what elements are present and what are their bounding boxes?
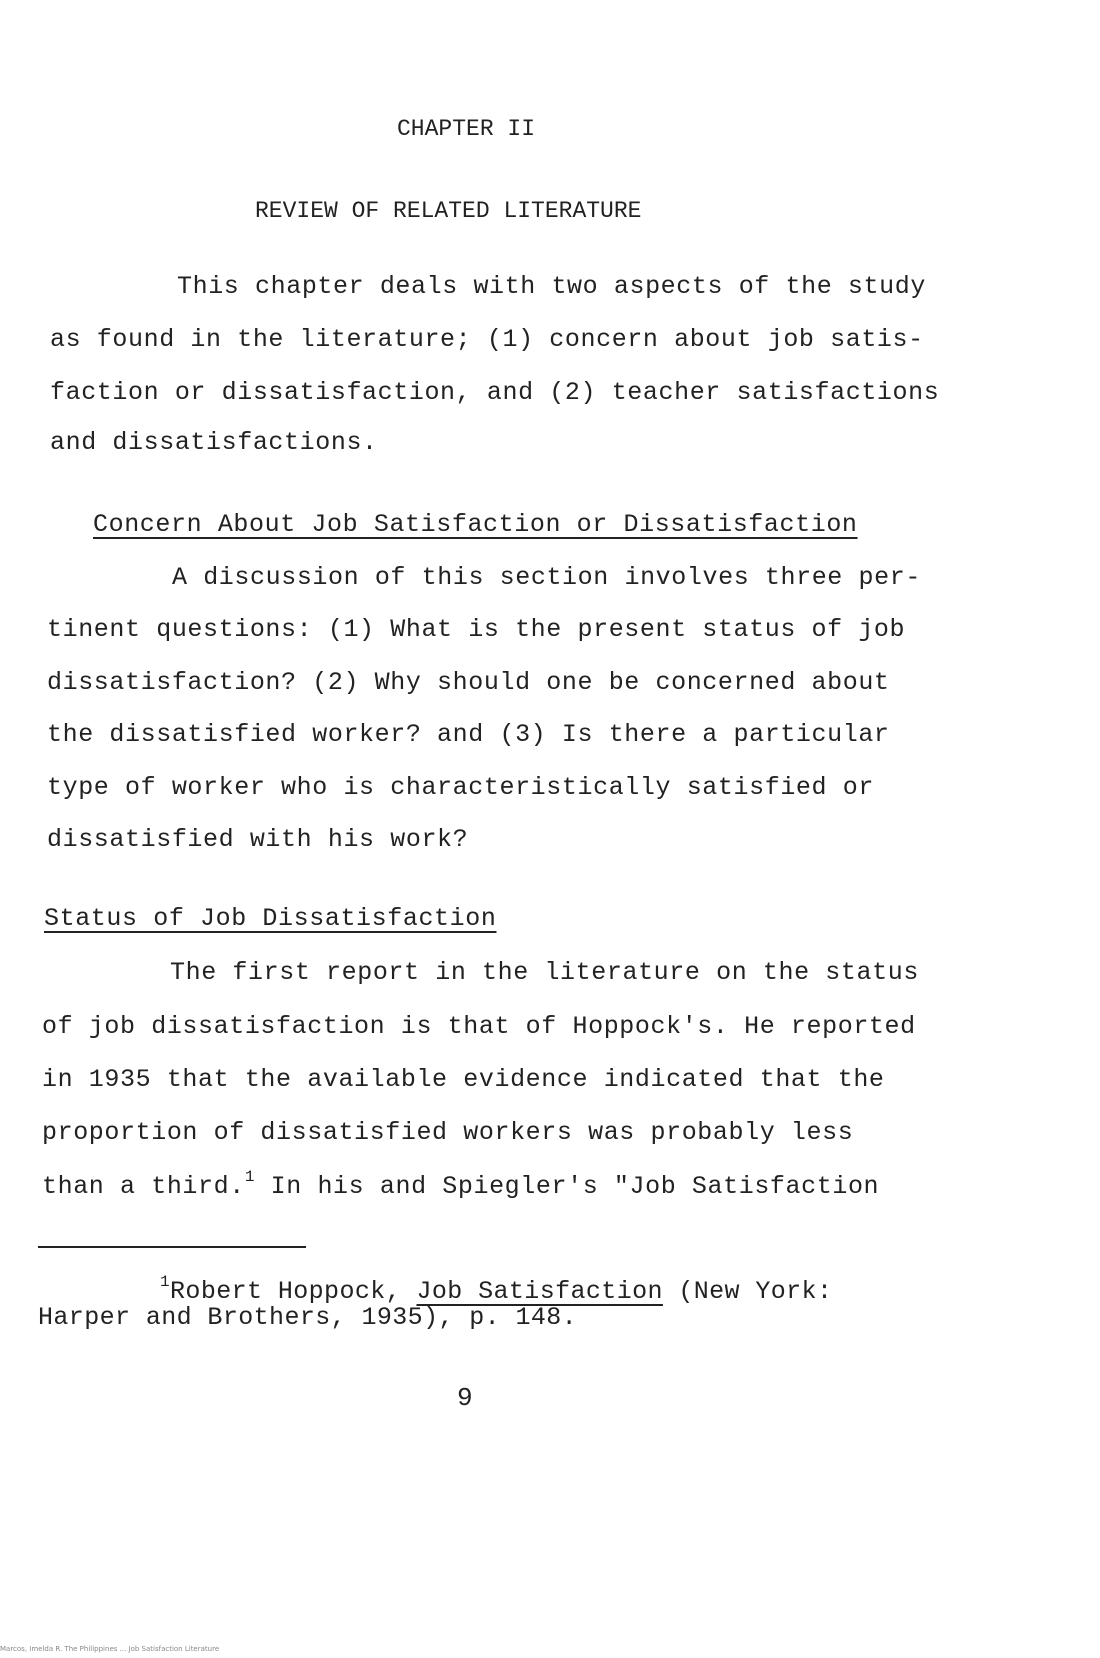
paragraph-line: dissatisfied with his work? (47, 825, 469, 854)
intro-line: as found in the literature; (1) concern about job satis- (50, 325, 924, 354)
paragraph-line: The first report in the literature on the status (170, 958, 919, 987)
paragraph-line: tinent questions: (1) What is the present status of job (47, 615, 906, 644)
footnote-line (160, 1273, 833, 1306)
footnote-publisher-place: (New York: (662, 1277, 833, 1306)
paragraph-line (42, 1168, 880, 1201)
paragraph-line: dissatisfaction? (2) Why should one be concerned about (47, 668, 890, 697)
footnote-reference: 1 (244, 1168, 256, 1186)
footnote-book-title: Job Satisfaction (416, 1277, 663, 1306)
chapter-title: REVIEW OF RELATED LITERATURE (255, 198, 642, 224)
footnote-marker: 1 (160, 1273, 171, 1291)
footnote-author: Robert Hoppock, (170, 1277, 417, 1306)
footnote-line (38, 1303, 577, 1332)
paragraph-line: in 1935 that the available evidence indicated that the (42, 1065, 885, 1094)
scan-footer: Marcos, Imelda R. The Philippines ... Job Satisfaction Literature (0, 1645, 220, 1653)
line-text: than a third. (42, 1172, 245, 1201)
paragraph-line: A discussion of this section involves three per- (172, 563, 921, 592)
intro-line: This chapter deals with two aspects of the study (177, 272, 926, 301)
section-heading-concern: Concern About Job Satisfaction or Dissatisfaction (93, 510, 858, 539)
footnote-divider (38, 1246, 306, 1248)
paragraph-line: proportion of dissatisfied workers was probably less (42, 1118, 854, 1147)
footnote-page: ), p. 148. (423, 1303, 578, 1332)
intro-line: and dissatisfactions. (50, 428, 378, 457)
paragraph-line: of job dissatisfaction is that of Hoppock's. He reported (42, 1012, 916, 1041)
section-heading-status: Status of Job Dissatisfaction (44, 904, 497, 933)
chapter-label: CHAPTER II (397, 116, 536, 142)
paragraph-line: type of worker who is characteristically satisfied or (47, 773, 874, 802)
intro-line: faction or dissatisfaction, and (2) teacher satisfactions (50, 378, 940, 407)
page-number: 9 (457, 1383, 473, 1413)
footnote-publisher: Harper and Brothers, 1935 (38, 1303, 424, 1332)
paragraph-line: the dissatisfied worker? and (3) Is there a particular (47, 720, 890, 749)
line-text: In his and Spiegler's "Job Satisfaction (255, 1172, 880, 1201)
